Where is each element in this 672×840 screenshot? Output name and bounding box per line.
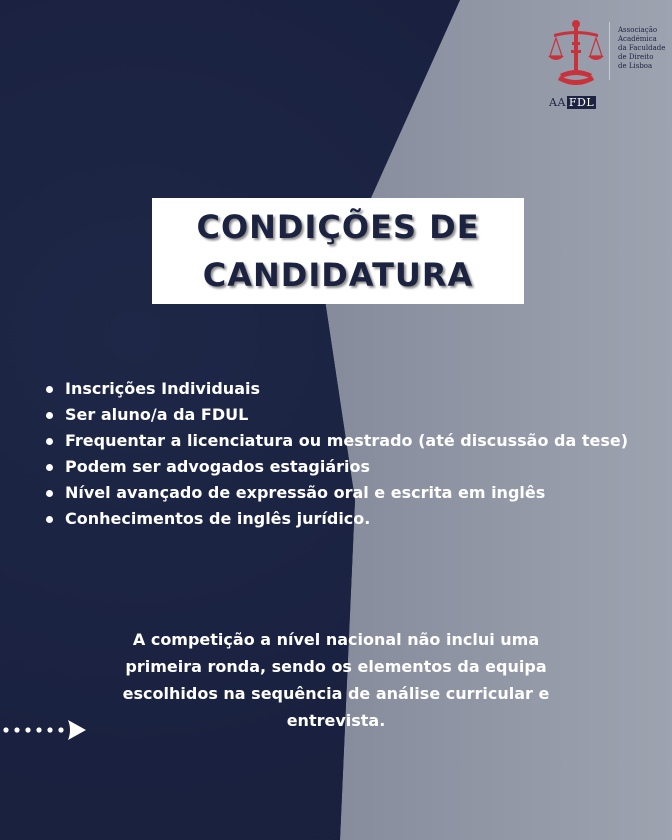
logo-institution-name: Associação Académica da Faculdade de Direito de Lisboa [618, 26, 666, 70]
requirements-list [44, 376, 664, 532]
page-title-line-2: CANDIDATURA [202, 256, 474, 294]
logo-acronym: AA FDL [549, 96, 595, 109]
logo-divider [609, 22, 610, 80]
scales-of-justice-logo-icon [546, 16, 606, 94]
page-title-line-1: CONDIÇÕES DE [196, 208, 480, 246]
list-item: Podem ser advogados estagiários [44, 454, 664, 480]
title-box [152, 198, 524, 304]
list-item: Ser aluno/a da FDUL [44, 402, 664, 428]
list-item: Frequentar a licenciatura ou mestrado (até discussão da tese) [44, 428, 664, 454]
list-item: Nível avançado de expressão oral e escrita em inglês [44, 480, 664, 506]
aafdl-logo [540, 16, 666, 112]
selection-note: A competição a nível nacional não inclui uma primeira ronda, sendo os elementos da equipa escolhidos na sequência de análise curricular e entrevista. [122, 630, 550, 730]
dotted-arrow-right-icon [0, 716, 92, 744]
list-item: Conhecimentos de inglês jurídico. [44, 506, 664, 532]
list-item: Inscrições Individuais [44, 376, 664, 402]
